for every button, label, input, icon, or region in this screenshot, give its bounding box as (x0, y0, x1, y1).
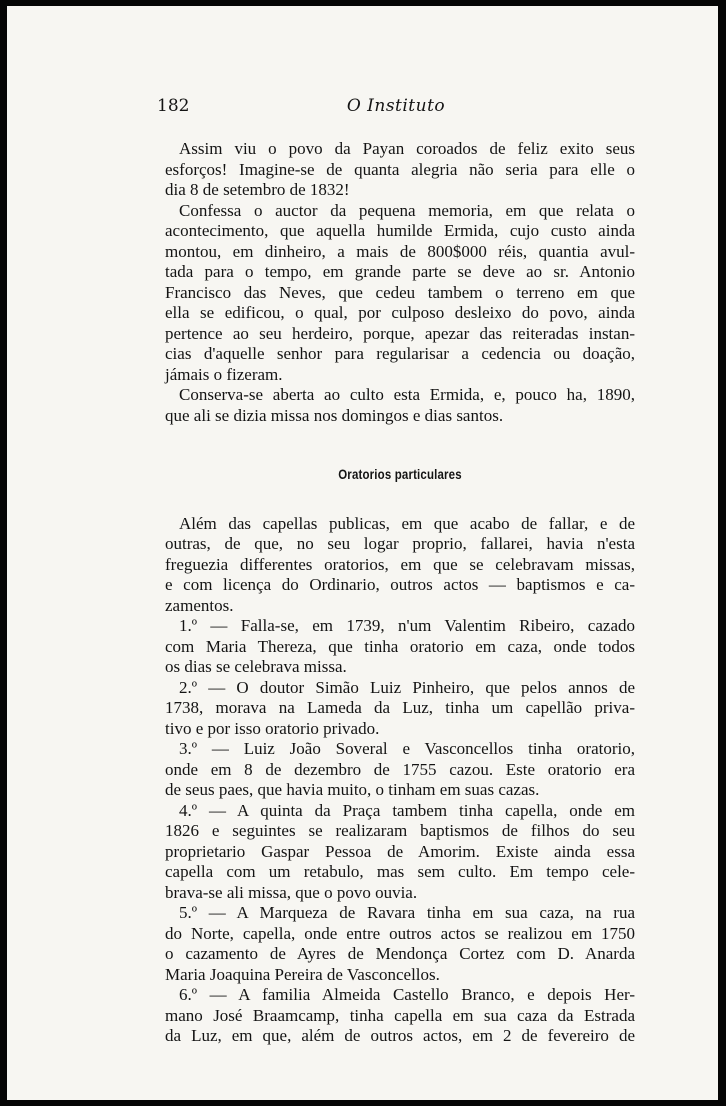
text-line: Além das capellas publicas, em que acabo de fallar, e de (179, 513, 635, 533)
text-line: acontecimento, que aquella humilde Ermida, cujo custo ainda (165, 221, 635, 240)
paragraph (165, 985, 635, 1047)
running-title: O Instituto (346, 96, 446, 116)
text-line: 1738, morava na Lameda da Luz, tinha um capellão priva- (165, 698, 635, 717)
text-line: 6.º — A familia Almeida Castello Branco, e depois Her- (179, 985, 635, 1004)
paragraph (165, 139, 635, 201)
text-line: Maria Joaquina Pereira de Vasconcellos. (165, 964, 440, 984)
text-line: proprietario Gaspar Pessoa de Amorim. Existe ainda essa (165, 841, 635, 861)
text-line: Francisco das Neves, que cedeu tambem o terreno em que (165, 282, 635, 302)
page-header (157, 96, 635, 124)
text-line: Confessa o auctor da pequena memoria, em que relata o (179, 200, 635, 220)
paragraph (165, 801, 635, 904)
text-line: Conserva-se aberta ao culto esta Ermida, e, pouco ha, 1890, (179, 385, 635, 404)
text-line: os dias se celebrava missa. (165, 657, 347, 676)
text-line: o cazamento de Ayres de Mendonça Cortez com D. Anarda (165, 944, 635, 963)
text-line: do Norte, capella, onde entre outros actos se realizou em 1750 (165, 923, 635, 943)
section-heading: Oratorios particulares (338, 466, 462, 482)
text-line: outras, de que, no seu logar proprio, fallarei, havia n'esta (165, 534, 635, 553)
text-line: ella se edificou, o qual, por culposo desleixo do povo, ainda (165, 303, 635, 322)
page-number: 182 (157, 96, 190, 116)
text-line: dia 8 de setembro de 1832! (165, 180, 350, 199)
text-line: que ali se dizia missa nos domingos e dias santos. (165, 405, 504, 425)
text-line: pertence ao seu herdeiro, porque, apezar das reiteradas instan- (165, 323, 635, 343)
text-line: 5.º — A Marqueza de Ravara tinha em sua caza, na rua (179, 903, 635, 922)
text-line: 1826 e seguintes se realizaram baptismos de filhos do seu (165, 821, 635, 840)
text-line: mano José Braamcamp, tinha capella em sua caza da Estrada (165, 1005, 635, 1025)
text-line: tada para o tempo, em grande parte se deve ao sr. Antonio (165, 262, 635, 281)
paragraph (165, 739, 635, 801)
text-line: zamentos. (165, 595, 234, 615)
text-line: de seus paes, que havia muito, o tinham em suas cazas. (165, 780, 540, 799)
text-line: Assim viu o povo da Payan coroados de feliz exito seus (179, 139, 635, 158)
text-line: montou, em dinheiro, a mais de 800$000 réis, quantia avul- (165, 241, 635, 261)
text-line: 3.º — Luiz João Soveral e Vasconcellos tinha oratorio, (179, 739, 635, 758)
text-line: com Maria Thereza, que tinha oratorio em caza, onde todos (165, 636, 635, 656)
top-paragraphs (165, 139, 635, 426)
paragraph (165, 201, 635, 386)
paragraph (165, 678, 635, 740)
text-line: brava-se ali missa, que o povo ouvia. (165, 882, 418, 902)
paragraph (165, 903, 635, 985)
paragraph (165, 616, 635, 678)
paragraph (165, 385, 635, 426)
text-line: freguezia differentes oratorios, em que se celebravam missas, (165, 554, 635, 574)
text-line: onde em 8 de dezembro de 1755 cazou. Este oratorio era (165, 759, 635, 779)
text-line: jámais o fizeram. (165, 364, 283, 384)
text-line: tivo e por isso oratorio privado. (165, 718, 380, 738)
text-line: 2.º — O doutor Simão Luiz Pinheiro, que pelos annos de (179, 677, 635, 697)
bottom-paragraphs (165, 514, 635, 1047)
text-line: capella com um retabulo, mas sem culto. Em tempo cele- (165, 862, 635, 881)
text-line: 1.º — Falla-se, em 1739, n'um Valentim Ribeiro, cazado (179, 616, 635, 635)
paragraph (165, 514, 635, 617)
text-line: esforços! Imagine-se de quanta alegria não seria para elle o (165, 159, 635, 179)
body-text (165, 139, 635, 1047)
text-line: cias d'aquelle senhor para regularisar a cedencia ou doação, (165, 344, 635, 363)
text-line: 4.º — A quinta da Praça tambem tinha capella, onde em (179, 800, 635, 820)
text-line: e com licença do Ordinario, outros actos — baptismos e ca- (165, 575, 635, 594)
text-line: da Luz, em que, além de outros actos, em 2 de fevereiro de (165, 1026, 635, 1045)
